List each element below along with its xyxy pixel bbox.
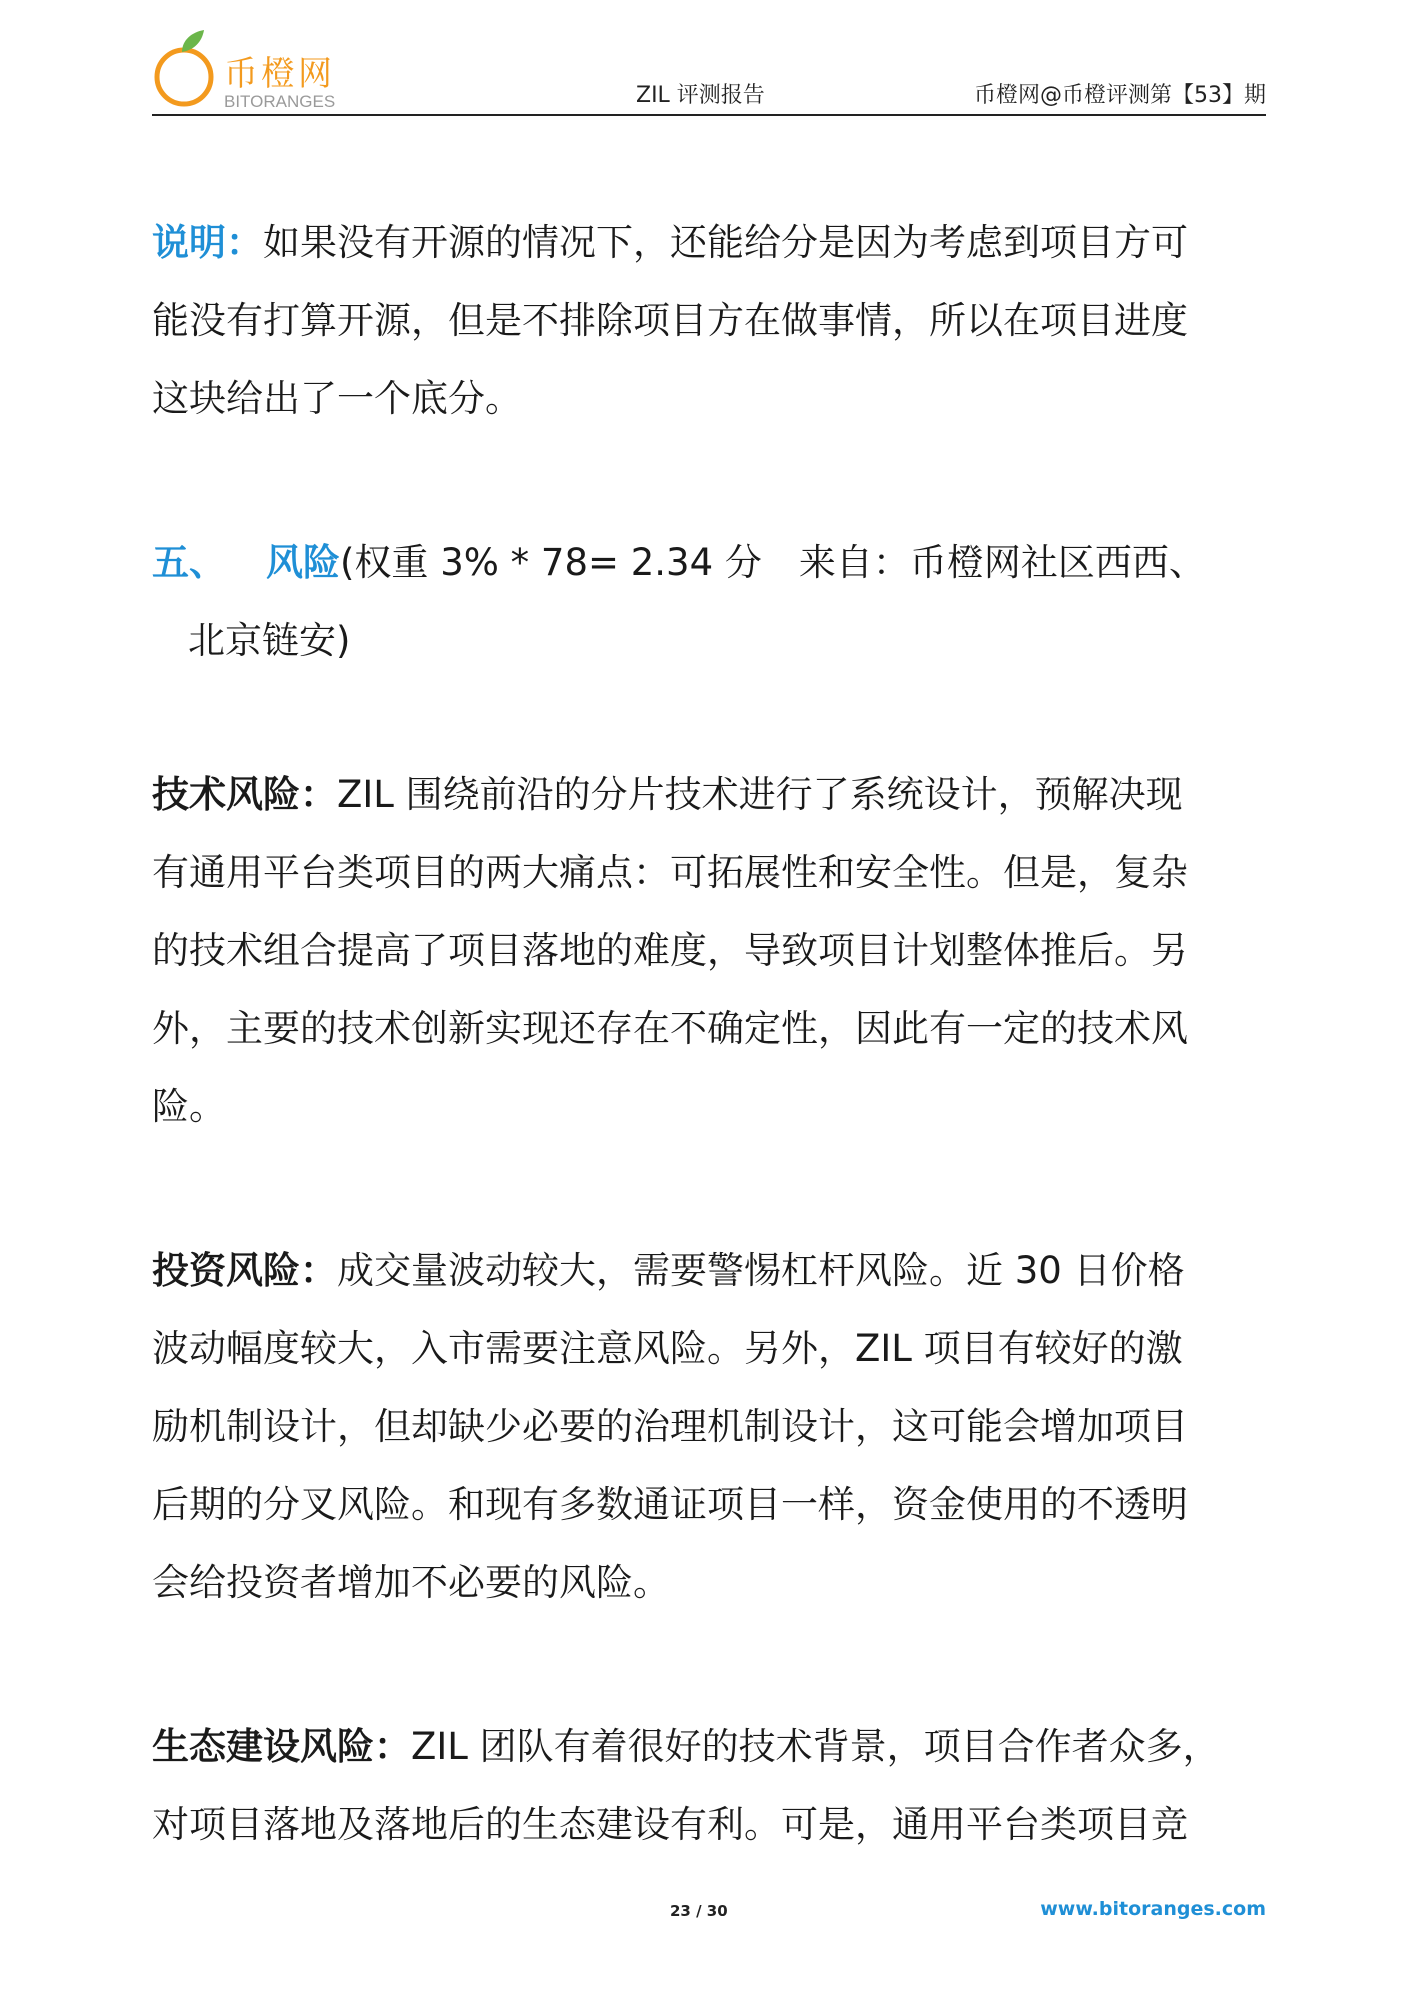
section-number: 五、 [152,541,226,584]
note-label: 说明： [152,221,263,264]
note-paragraph [152,204,1266,438]
orange-icon [152,22,224,112]
invest-risk-label: 投资风险： [152,1249,337,1292]
logo-text-cn: 币橙网 [224,54,335,94]
eco-risk-label: 生态建设风险： [152,1725,411,1768]
eco-risk-paragraph: 生态建设风险：ZIL 团队有着很好的技术背景，项目合作者众多， 对项目落地及落地后的生态建设有利。可是，通用平台类项目竞 [152,1725,1220,1846]
issue-label: 币橙网@币橙评测第【53】期 [974,83,1266,108]
section-5-line-2: 北京链安) [188,619,351,662]
invest-risk-paragraph: 投资风险：成交量波动较大，需要警惕杠杆风险。近 30 日价格 波动幅度较大，入市需要注意风险。另外，ZIL 项目有较好的激 励机制设计，但却缺少必要的治理机制设计，这可能会增加项目 后期的分叉风险。和现有多数通证项目一样，资金使用的不透明 会给投资者增加不必要的风险。 [152,1249,1188,1604]
section-detail: (权重 3% * 78= 2.34 分 来自：币橙网社区西西、 [340,541,1206,584]
note-line-2: 能没有打算开源，但是不排除项目方在做事情，所以在项目进度 [152,299,1188,342]
section-5-line-1 [152,524,1266,602]
section-5-heading [152,524,1266,680]
section-title: 风险 [266,541,340,584]
tech-risk-label: 技术风险： [152,773,337,816]
bitoranges-logo [152,22,372,112]
tech-risk-paragraph: 技术风险：ZIL 围绕前沿的分片技术进行了系统设计，预解决现 有通用平台类项目的两大痛点：可拓展性和安全性。但是，复杂 的技术组合提高了项目落地的难度，导致项目计划整体推后。另 外，主要的技术创新实现还存在不确定性，因此有一定的技术风 险。 [152,773,1188,1128]
logo-text-en: BITORANGES [224,92,336,111]
note-line-3: 这块给出了一个底分。 [152,377,522,420]
note-line-1: 说明：如果没有开源的情况下，还能给分是因为考虑到项目方可 [152,221,1188,264]
report-title: ZIL 评测报告 [636,83,765,108]
page-header [152,18,1266,116]
header-divider [152,114,1266,116]
website-link[interactable]: www.bitoranges.com [1040,1898,1266,1920]
page-number: 23 / 30 [670,1902,728,1920]
